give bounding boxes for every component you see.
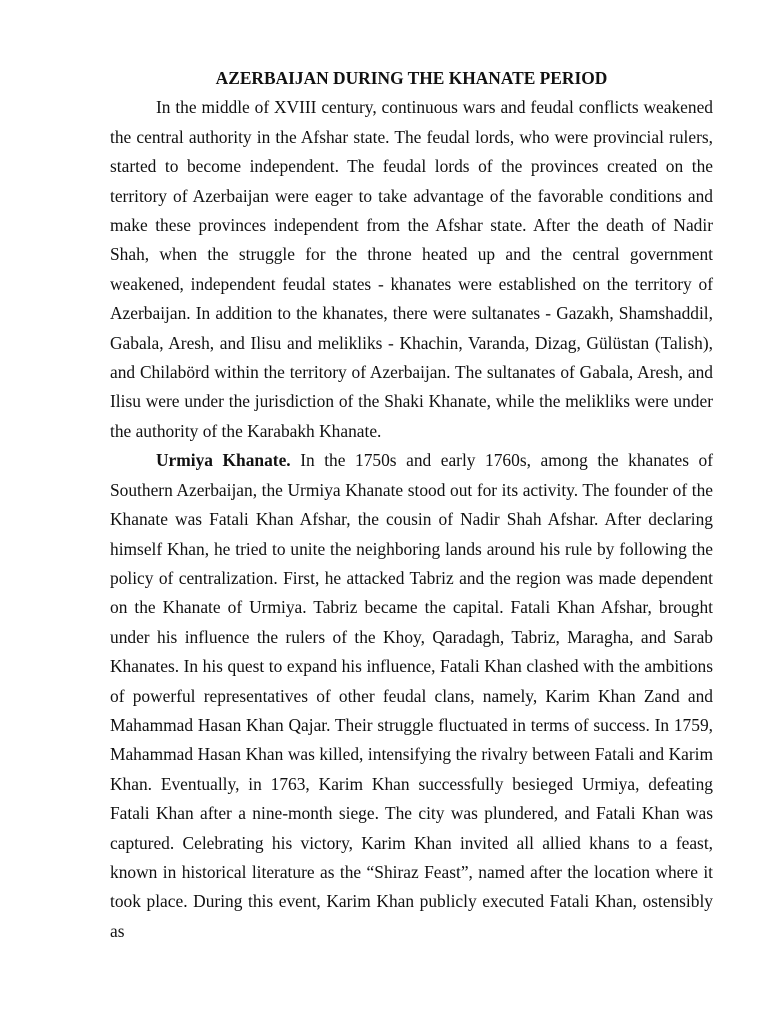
paragraph-2 — [110, 446, 713, 946]
document-page — [110, 64, 713, 946]
paragraph-2-heading: Urmiya Khanate. — [156, 450, 291, 471]
document-title: AZERBAIJAN DURING THE KHANATE PERIOD — [215, 68, 608, 88]
paragraph-2-body: In the 1750s and early 1760s, among the khanates of Southern Azerbaijan, the Urmiya Khanate stood out for its activity. The founder of the Khanate was Fatali Khan Afshar, the cousin of Nadir Shah Afshar. After declaring himself Khan, he tried to unite the neighboring lands around his rule by following the policy of centralization. First, he attacked Tabriz and the region was made dependent on the Khanate of Urmiya. Tabriz became the capital. Fatali Khan Afshar, brought under his influence the rulers of the Khoy, Qaradagh, Tabriz, Maragha, and Sarab Khanates. In his quest to expand his influence, Fatali Khan clashed with the ambitions of powerful representatives of other feudal clans, namely, Karim Khan Zand and Mahammad Hasan Khan Qajar. Their struggle fluctuated in terms of success. In 1759, Mahammad Hasan Khan was killed, intensifying the rivalry between Fatali and Karim Khan. Eventually, in 1763, Karim Khan successfully besieged Urmiya, defeating Fatali Khan after a nine-month siege. The city was plundered, and Fatali Khan was captured. Celebrating his victory, Karim Khan invited all allied khans to a feast, known in historical literature as the “Shiraz Feast”, named after the location where it took place. During this event, Karim Khan publicly executed Fatali Khan, ostensibly as — [110, 450, 713, 941]
paragraph-1: In the middle of XVIII century, continuous wars and feudal conflicts weakened the central authority in the Afshar state. The feudal lords, who were provincial rulers, started to become independent. The feudal lords of the provinces created on the territory of Azerbaijan were eager to take advantage of the favorable conditions and make these provinces independent from the Afshar state. After the death of Nadir Shah, when the struggle for the throne heated up and the central government weakened, independent feudal states - khanates were established on the territory of Azerbaijan. In addition to the khanates, there were sultanates - Gazakh, Shamshaddil, Gabala, Aresh, and Ilisu and melikliks - Khachin, Varanda, Dizag, Gülüstan (Talish), and Chilabörd within the territory of Azerbaijan. The sultanates of Gabala, Aresh, and Ilisu were under the jurisdiction of the Shaki Khanate, while the melikliks were under the authority of the Karabakh Khanate. — [110, 97, 713, 441]
